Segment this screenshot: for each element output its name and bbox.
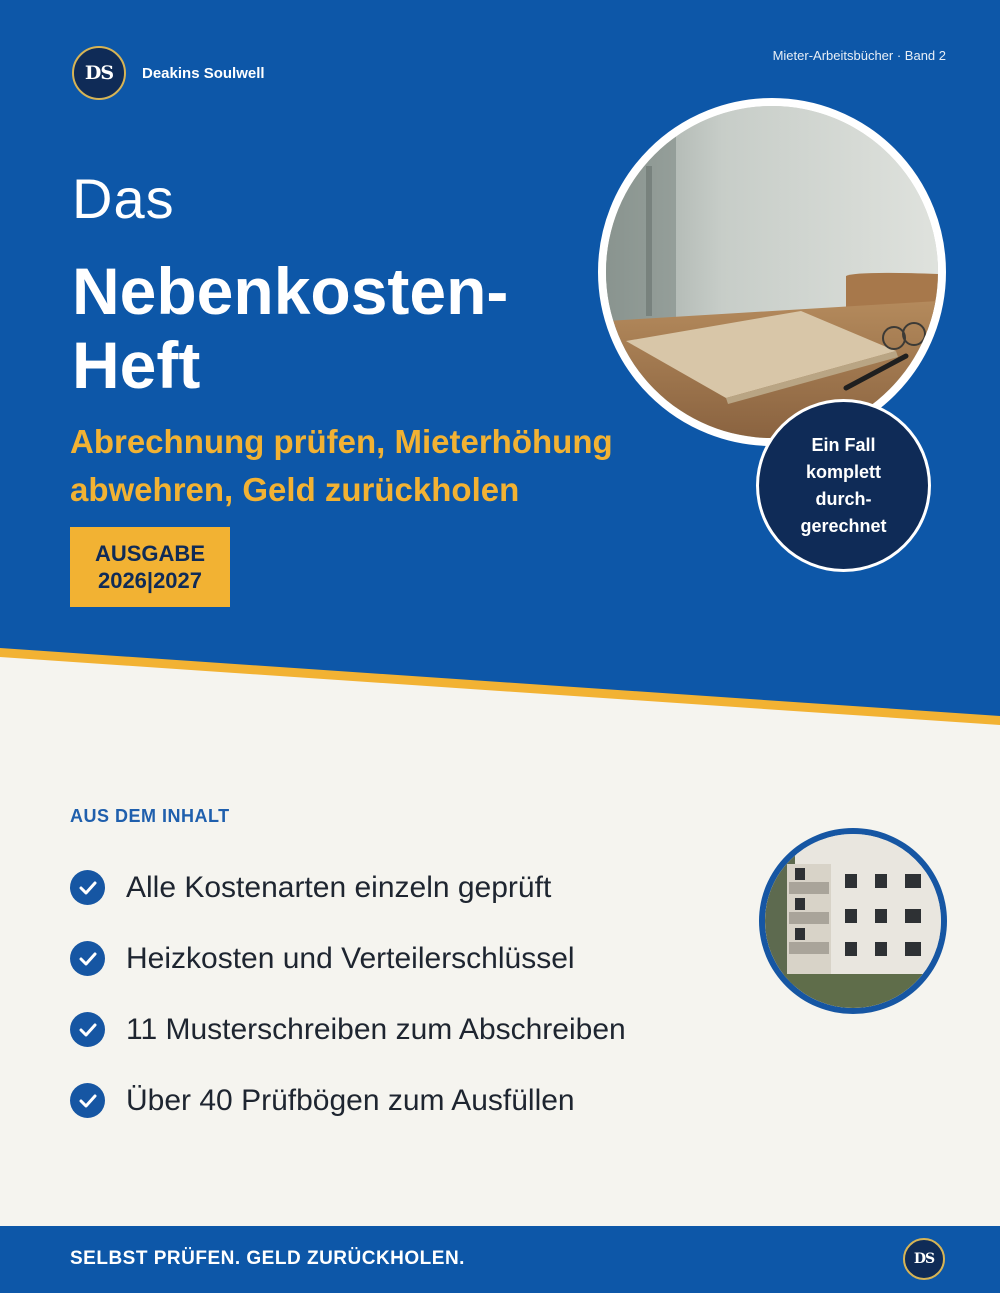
edition-label (70, 527, 230, 607)
book-title (72, 254, 508, 402)
subtitle-line-2: abwehren, Geld zurückholen (70, 471, 520, 508)
feature-item (70, 923, 626, 994)
title-line-2: Heft (72, 328, 201, 402)
book-subtitle (70, 418, 690, 514)
contents-heading: AUS DEM INHALT (70, 806, 230, 826)
check-icon (70, 1012, 105, 1047)
check-icon (70, 1083, 105, 1118)
footer-seal-icon: DS (903, 1238, 945, 1280)
title-prefix: Das (72, 167, 175, 230)
feature-text: Über 40 Prüfbögen zum Ausfüllen (126, 1083, 575, 1117)
publisher-logo (72, 46, 265, 100)
desk-photo (598, 98, 946, 446)
edition-years: 2026|2027 (97, 568, 203, 593)
feature-text: 11 Musterschreiben zum Abschreiben (126, 1012, 626, 1046)
feature-item (70, 1065, 626, 1136)
feature-text: Alle Kostenarten einzeln geprüft (126, 870, 552, 904)
feature-list (70, 852, 626, 1136)
series-label: Mieter-Arbeitsbücher · Band 2 (772, 48, 946, 63)
desk-photo-illustration (606, 106, 938, 438)
badge-line-2: komplett (805, 461, 881, 482)
building-photo-illustration (765, 834, 941, 1008)
subtitle-line-1: Abrechnung prüfen, Mieterhöhung (70, 423, 613, 460)
badge-line-1: Ein Fall (811, 434, 876, 455)
badge-line-4: gerechnet (800, 515, 887, 536)
feature-item (70, 852, 626, 923)
edition-title: AUSGABE (94, 541, 205, 566)
footer-bar (0, 1226, 1000, 1293)
badge-line-3: durch- (815, 488, 872, 509)
publisher-seal-icon: DS (72, 46, 126, 100)
check-icon (70, 941, 105, 976)
building-photo (759, 828, 947, 1014)
title-line-1: Nebenkosten- (72, 254, 509, 328)
check-icon (70, 870, 105, 905)
feature-item (70, 994, 626, 1065)
publisher-name: Deakins Soulwell (142, 64, 265, 82)
case-badge (756, 399, 931, 572)
feature-text: Heizkosten und Verteilerschlüssel (126, 941, 575, 975)
footer-tagline: SELBST PRÜFEN. GELD ZURÜCKHOLEN. (70, 1248, 465, 1269)
